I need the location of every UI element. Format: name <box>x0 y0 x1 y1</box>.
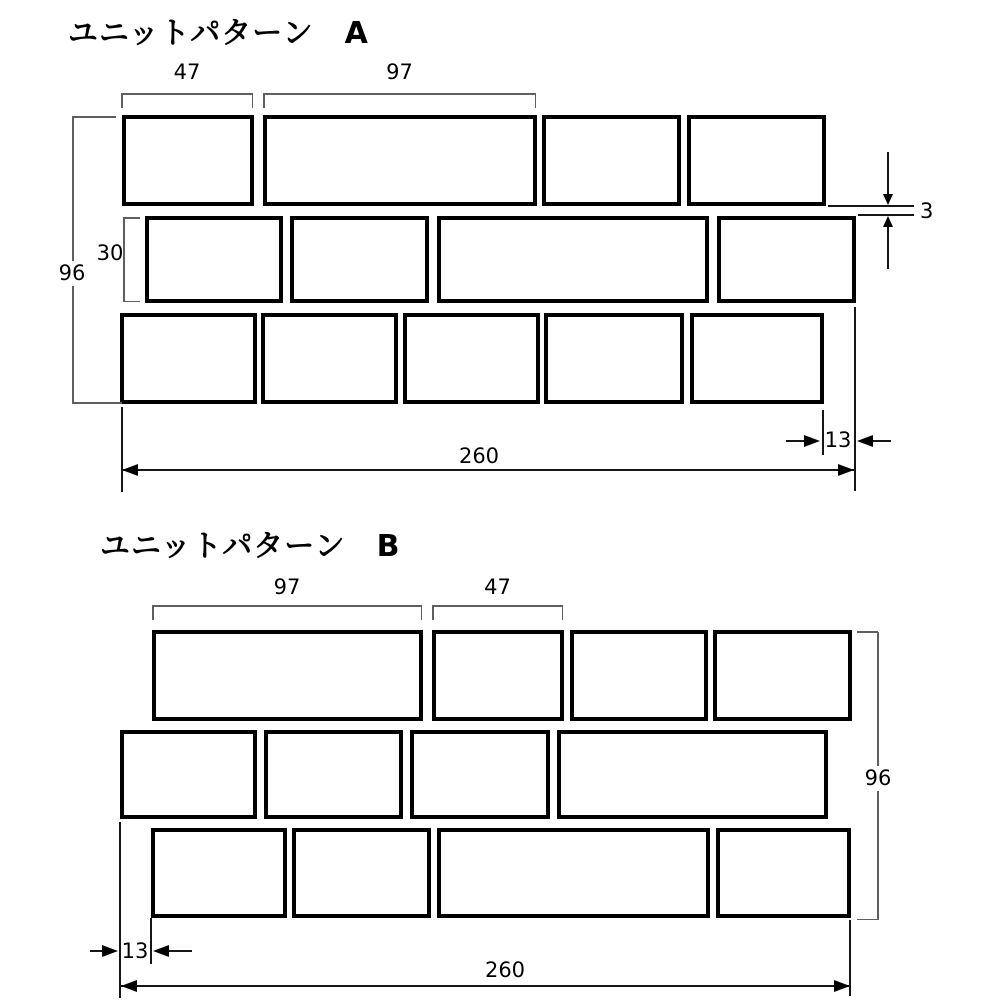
brick <box>542 115 681 206</box>
brick <box>292 828 431 918</box>
pattern-b-title: ユニットパターン B <box>100 529 401 564</box>
brick <box>687 115 826 206</box>
dim-label-13: 13 <box>121 939 149 963</box>
brick <box>152 630 423 721</box>
arrowhead-down <box>883 194 893 205</box>
pattern-a-title: ユニットパターン A <box>68 16 369 51</box>
dim-label-260: 260 <box>458 444 500 468</box>
extension-line <box>828 205 914 207</box>
bracket-tick <box>857 631 878 633</box>
bracket-tick <box>72 402 122 404</box>
brick <box>544 313 684 404</box>
brick <box>437 216 709 303</box>
arrowhead-right <box>804 435 820 447</box>
arrowhead-right <box>834 980 850 992</box>
arrow-line <box>887 227 889 269</box>
bracket-tick <box>123 301 140 303</box>
dim-label-97: 97 <box>386 60 413 84</box>
brick <box>690 313 824 404</box>
brick <box>716 828 851 918</box>
bracket-tick <box>432 605 434 620</box>
arrowhead-left <box>122 464 138 476</box>
arrowhead-left <box>121 980 137 992</box>
arrowhead-right <box>102 945 118 957</box>
dim-label-96: 96 <box>856 766 900 791</box>
brick <box>557 730 828 819</box>
bracket-tick <box>123 217 140 219</box>
brick <box>290 216 429 303</box>
dim-label-47: 47 <box>173 60 201 84</box>
arrowhead-left <box>857 435 873 447</box>
dim-label-97: 97 <box>273 575 301 599</box>
brick <box>120 313 257 404</box>
dim-label-30: 30 <box>96 241 124 265</box>
dim-label-13: 13 <box>824 428 852 452</box>
brick <box>151 828 287 918</box>
brick <box>263 115 537 206</box>
bracket-tick <box>263 93 265 108</box>
dimension-line <box>121 985 850 987</box>
extension-line <box>119 822 121 998</box>
brick <box>261 313 398 404</box>
brick <box>410 730 550 819</box>
bracket-tick <box>857 919 878 921</box>
brick <box>713 630 852 721</box>
bracket-line <box>263 93 536 95</box>
arrow-line <box>873 440 891 442</box>
arrow-line <box>786 440 806 442</box>
brick <box>120 730 257 819</box>
extension-line <box>121 407 123 492</box>
brick <box>264 730 403 819</box>
extension-line <box>150 918 152 964</box>
dim-label-3: 3 <box>920 199 934 223</box>
extension-line <box>854 307 856 491</box>
bracket-tick <box>562 605 564 620</box>
bracket-tick <box>72 116 116 118</box>
brick <box>437 828 710 918</box>
brick <box>122 115 254 206</box>
arrowhead-left <box>153 945 169 957</box>
bracket-tick <box>252 93 254 108</box>
arrowhead-up <box>883 216 893 227</box>
bracket-line <box>152 605 422 607</box>
bracket-line <box>432 605 563 607</box>
dimension-line <box>122 469 854 471</box>
dim-label-260: 260 <box>484 958 526 982</box>
brick <box>432 630 564 721</box>
dim-label-96: 96 <box>50 261 94 286</box>
brick <box>403 313 540 404</box>
brick <box>570 630 708 721</box>
dim-label-47: 47 <box>484 575 511 599</box>
arrow-line <box>887 152 889 194</box>
brick <box>145 216 283 303</box>
arrow-line <box>169 950 192 952</box>
bracket-tick <box>121 93 123 108</box>
bracket-line <box>121 93 253 95</box>
arrowhead-right <box>838 464 854 476</box>
bracket-tick <box>152 605 154 620</box>
brick <box>717 216 856 303</box>
bracket-tick <box>535 93 537 108</box>
bracket-tick <box>421 605 423 620</box>
